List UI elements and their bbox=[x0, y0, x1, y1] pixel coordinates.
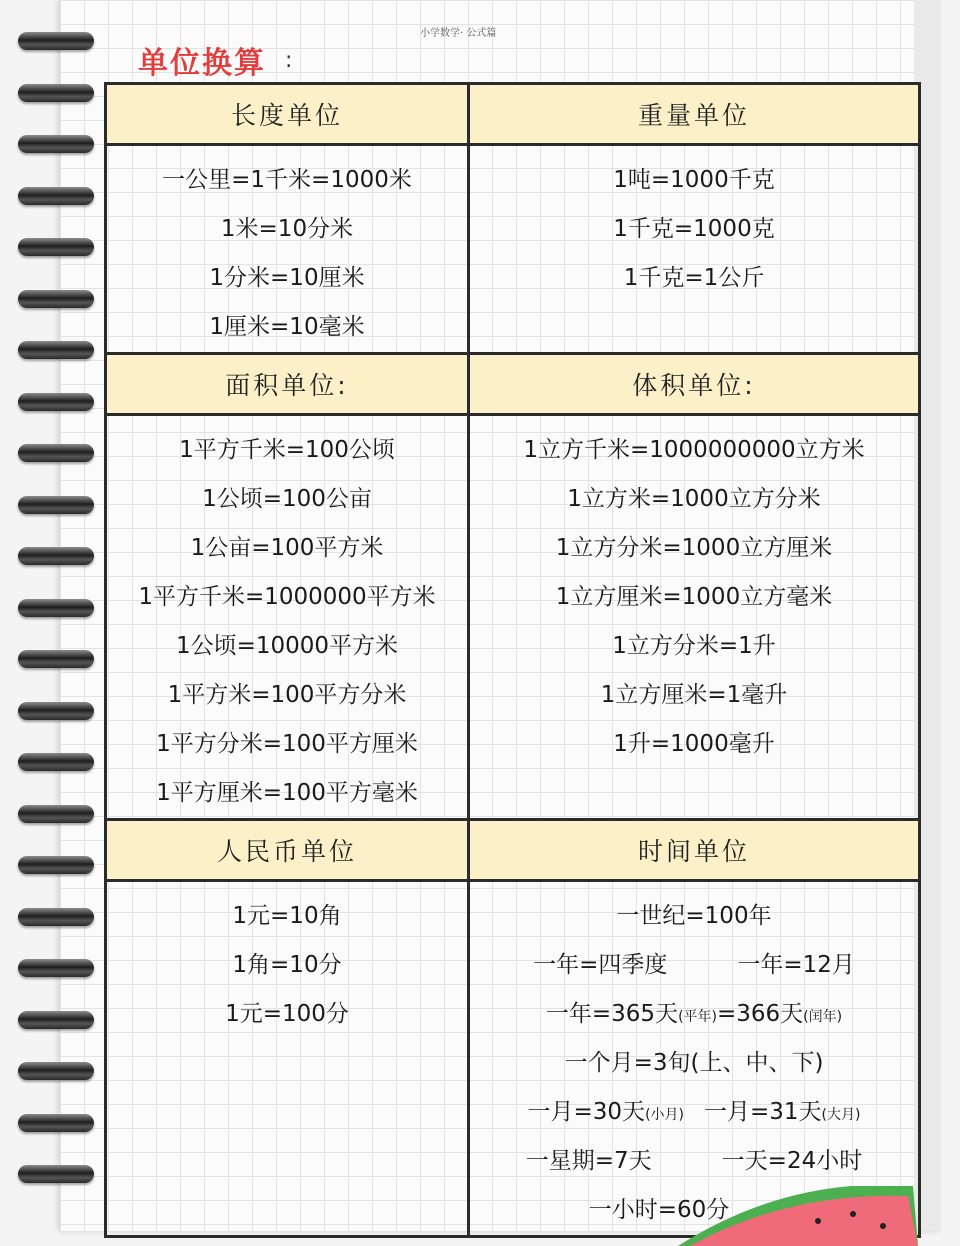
currency-header: 人民币单位 bbox=[106, 820, 469, 881]
area-cell bbox=[106, 415, 469, 820]
spiral-ring bbox=[18, 1165, 94, 1183]
volume-line: 1立方千米=1000000000立方米 bbox=[523, 437, 865, 463]
time-text: 一年=四季度 bbox=[533, 952, 668, 978]
spiral-ring bbox=[18, 393, 94, 411]
volume-line: 1升=1000毫升 bbox=[613, 731, 775, 757]
area-line: 1公顷=10000平方米 bbox=[175, 633, 399, 659]
area-line: 1平方厘米=100平方毫米 bbox=[156, 780, 418, 806]
length-header: 长度单位 bbox=[106, 84, 469, 145]
volume-line: 1立方米=1000立方分米 bbox=[567, 486, 821, 512]
spiral-ring bbox=[18, 599, 94, 617]
currency-line: 1角=10分 bbox=[232, 952, 342, 978]
spiral-ring bbox=[18, 547, 94, 565]
weight-cell bbox=[469, 145, 920, 354]
weight-line: 1吨=1000千克 bbox=[613, 167, 775, 193]
spiral-ring bbox=[18, 444, 94, 462]
weight-header: 重量单位 bbox=[469, 84, 920, 145]
weight-line: 1千克=1公斤 bbox=[623, 265, 765, 291]
time-note: (平年) bbox=[678, 1009, 717, 1025]
time-line bbox=[470, 941, 918, 990]
spiral-ring bbox=[18, 650, 94, 668]
spiral-ring bbox=[18, 753, 94, 771]
spiral-ring bbox=[18, 1114, 94, 1132]
spiral-ring bbox=[18, 805, 94, 823]
time-line bbox=[470, 1088, 918, 1137]
time-text: 一小时=60分 bbox=[588, 1197, 730, 1223]
area-line: 1平方米=100平方分米 bbox=[167, 682, 407, 708]
spiral-ring bbox=[18, 32, 94, 50]
volume-line: 1立方分米=1升 bbox=[612, 633, 776, 659]
length-line: 1分米=10厘米 bbox=[209, 265, 365, 291]
spiral-ring bbox=[18, 908, 94, 926]
time-text: =366天 bbox=[717, 1001, 804, 1027]
time-header: 时间单位 bbox=[469, 820, 920, 881]
spiral-ring bbox=[18, 187, 94, 205]
spiral-ring bbox=[18, 856, 94, 874]
weight-line: 1千克=1000克 bbox=[613, 216, 775, 242]
area-line: 1公顷=100公亩 bbox=[202, 486, 372, 512]
area-line: 1平方分米=100平方厘米 bbox=[156, 731, 418, 757]
time-text: 一月=31天 bbox=[704, 1099, 822, 1125]
time-text: 一月=30天 bbox=[527, 1099, 646, 1125]
length-line: 一公里=1千米=1000米 bbox=[162, 167, 412, 193]
title-colon: : bbox=[285, 48, 293, 73]
length-line: 1米=10分米 bbox=[220, 216, 354, 242]
time-cell bbox=[469, 881, 920, 1237]
time-text: 一年=365天 bbox=[545, 1001, 679, 1027]
time-line bbox=[470, 1137, 918, 1186]
volume-cell bbox=[469, 415, 920, 820]
length-cell bbox=[106, 145, 469, 354]
area-header: 面积单位: bbox=[106, 354, 469, 415]
spiral-ring bbox=[18, 1062, 94, 1080]
unit-conversion-table bbox=[104, 82, 921, 1238]
time-text: 一年=12月 bbox=[737, 952, 855, 978]
volume-line: 1立方厘米=1毫升 bbox=[600, 682, 788, 708]
volume-header: 体积单位: bbox=[469, 354, 920, 415]
time-text: 一天=24小时 bbox=[721, 1148, 863, 1174]
spiral-ring bbox=[18, 496, 94, 514]
area-line: 1平方千米=100公顷 bbox=[179, 437, 395, 463]
volume-line: 1立方厘米=1000立方毫米 bbox=[555, 584, 833, 610]
spiral-ring bbox=[18, 290, 94, 308]
page-title: 单位换算 bbox=[138, 46, 266, 81]
spiral-ring bbox=[18, 84, 94, 102]
area-line: 1公亩=100平方米 bbox=[190, 535, 384, 561]
spiral-ring bbox=[18, 238, 94, 256]
spiral-ring bbox=[18, 341, 94, 359]
watermelon-sticker-icon bbox=[668, 1186, 918, 1246]
time-line: 一世纪=100年 bbox=[616, 903, 772, 929]
spiral-ring bbox=[18, 959, 94, 977]
currency-line: 1元=10角 bbox=[232, 903, 342, 929]
spiral-ring bbox=[18, 135, 94, 153]
time-note: (大月) bbox=[821, 1107, 861, 1123]
area-line: 1平方千米=1000000平方米 bbox=[138, 584, 436, 610]
time-note: (闰年) bbox=[803, 1009, 843, 1025]
volume-line: 1立方分米=1000立方厘米 bbox=[555, 535, 833, 561]
currency-cell bbox=[106, 881, 469, 1237]
time-line: 一个月=3旬(上、中、下) bbox=[564, 1050, 824, 1076]
time-note: (小月) bbox=[645, 1107, 684, 1123]
time-text: 一星期=7天 bbox=[525, 1148, 652, 1174]
spiral-ring bbox=[18, 1011, 94, 1029]
spiral-ring bbox=[18, 702, 94, 720]
header-note: 小学数学· 公式篇 bbox=[420, 28, 497, 39]
currency-line: 1元=100分 bbox=[225, 1001, 349, 1027]
length-line: 1厘米=10毫米 bbox=[209, 314, 365, 340]
time-line bbox=[470, 990, 918, 1039]
